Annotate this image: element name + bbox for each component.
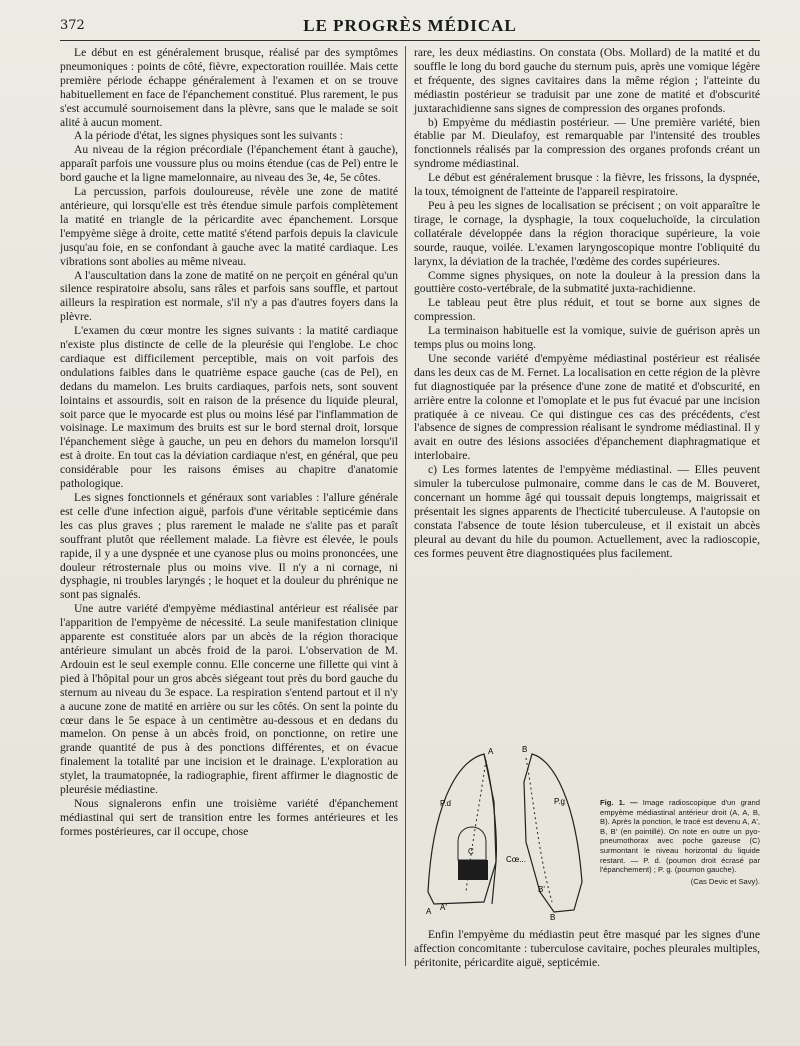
paragraph: Le début est généralement brusque : la fièvre, les frissons, la dyspnée, la toux, témoignent de l'atteinte de l'appareil respiratoire.	[414, 171, 760, 199]
paragraph: Comme signes physiques, on note la douleur à la pression dans la gouttière costo-vertébrale, de la submatité juxta-rachidienne.	[414, 268, 760, 296]
column-divider	[405, 46, 406, 966]
label-a-prime: A'	[440, 903, 447, 912]
caption-text: Image radioscopique d'un grand empyème médiastinal antérieur droit (A, A, B, B). Après la ponction, le tracé est devenu A, A', B, B' (en pointillé). On note en outre un pyo-pneumothorax avec poche gazeuse (C) surmontant le niveau horizontal du liquide restant. — P. d. (poumon droit écrasé par l'épanchement) ; P. g. (poumon gauche).	[600, 798, 760, 875]
paragraph: Peu à peu les signes de localisation se précisent ; on voit apparaître le tirage, le cornage, la dysphagie, la toux coqueluchoïde, la circulation collatérale développée dans la région thoracique supérieure, la voie sourde, rauque, voilée. L'examen laryngoscopique montre l'obliquité du larynx, la déviation de la trachée, l'œdème des cordes supérieures.	[414, 198, 760, 268]
mediastinal-dotted-line	[526, 758, 552, 902]
paragraph: A l'auscultation dans la zone de matité on ne perçoit en général qu'un silence respiratoire absolu, sans râles et parfois sans souffle, et partout ailleurs la respiration est normale, s'il n'y a pas d'autres foyers dans la plèvre.	[60, 268, 398, 324]
paragraph: L'examen du cœur montre les signes suivants : la matité cardiaque n'existe plus distincte de celle de la pleurésie qui l'englobe. Le choc cardiaque est difficilement perceptible, mais on voit parfois des ondulations faibles dans le quatrième espace gauche (cas de Pel), en dedans du mamelon. Les bruits cardiaques, parfois nets, sont souvent lointains et assourdis, soit en raison de la présence du liquide pleural, soit parce que le myocarde est plus ou moins lésé par l'inflammation de voisinage. Le maximum des bruits est sur le bord sternal droit, lorsque l'épanchement siège à gauche, un peu en dehors du mamelon lorsqu'il est à droite. En tout cas la déviation cardiaque n'est, en général, que peu considérable pour les raisons émises au chapitre d'anatomie pathologique.	[60, 324, 398, 491]
figure-caption	[600, 798, 760, 886]
label-b-bottom: B	[550, 913, 556, 922]
label-pg: P.g	[554, 797, 565, 806]
label-b-prime: B'	[538, 885, 545, 894]
journal-title: LE PROGRÈS MÉDICAL	[303, 16, 517, 35]
caption-credit: (Cas Devic et Savy).	[690, 876, 760, 886]
left-lung-outline	[524, 754, 582, 912]
radioscopy-drawing	[414, 742, 599, 924]
paragraph: b) Empyème du médiastin postérieur. — Une première variété, bien établie par M. Dieulafoy, est remarquable par l'intensité des troubles fonctionnels réalisés par la compression des organes profonds créant un syndrome médiastinal.	[414, 115, 760, 171]
page-header	[60, 14, 760, 40]
label-coeur: Cœ...	[506, 855, 526, 864]
page-number: 372	[60, 18, 85, 33]
paragraph: Le tableau peut être plus réduit, et tout se borne aux signes de compression.	[414, 296, 760, 324]
left-column	[60, 46, 398, 839]
label-c: C	[468, 847, 474, 856]
paragraph: Nous signalerons enfin une troisième variété d'épanchement médiastinal qui sert de transition entre les formes antérieures et les formes postérieures, car il occupe, chose	[60, 796, 398, 838]
label-b-top: B	[522, 745, 528, 754]
paragraph: Au niveau de la région précordiale (l'épanchement étant à gauche), apparaît parfois une voussure plus ou moins étendue (cas de Pel) entre le bord gauche et la ligne mamelonnaire, au niveau des 3e, 4e, 5e côtes.	[60, 143, 398, 185]
paragraph: La percussion, parfois douloureuse, révèle une zone de matité antérieure, qui lorsqu'elle est très étendue simule parfois complètement la matité en triangle de la péricardite avec épanchement. Lorsque l'empyème siège à droite, cette matité s'étend parfois depuis la clavicule jusqu'au foie, en se confondant à gauche avec la matité cardiaque. Les vibrations sont abolies au même niveau.	[60, 185, 398, 268]
paragraph: Les signes fonctionnels et généraux sont variables : l'allure générale est celle d'une infection aiguë, parfois d'une véritable septicémie dans les cas plus graves ; plus rarement le malade ne s'alite pas et paraît souffrant plutôt que réellement malade. La fièvre est élevée, le pouls rapide, il y a une dyspnée et une cyanose plus ou moins prononcées, une douleur rétrosternale plus ou moins vive. Il n'y a ni cornage, ni dysphagie, ni troubles laryngés ; le hoquet et la douleur du phrénique ne sont pas signalés.	[60, 491, 398, 602]
right-lung-outline	[428, 754, 496, 904]
header-rule	[60, 40, 760, 41]
paragraph: c) Les formes latentes de l'empyème médiastinal. — Elles peuvent simuler la tuberculose pulmonaire, comme dans le cas de M. Bouveret, concernant un homme âgé qui toussait depuis longtemps, maigrissait et présentait les signes apparents de l'hecticité tuberculeuse. A l'autopsie on constata l'absence de toute lésion tuberculeuse, et il existait un abcès pleural au devant du hile du poumon. Actuellement, avec la radioscopie, ces formes peuvent être diagnostiquées plus facilement.	[414, 463, 760, 560]
figure-radioscopy	[414, 736, 760, 926]
fluid-level	[458, 860, 488, 880]
paragraph: rare, les deux médiastins. On constata (Obs. Mollard) de la matité et du souffle le long du bord gauche du sternum puis, après une vomique légère et fréquente, des signes cavitaires dans la même région ; l'atteinte du médiastin postérieur se traduisit par une zone de matité et d'obscurité juxtarachidienne sans signes de compression des organes profonds.	[414, 46, 760, 115]
caption-label: Fig. 1. —	[600, 798, 638, 807]
closing-paragraphs	[414, 928, 760, 970]
paragraph: Le début en est généralement brusque, réalisé par des symptômes pneumoniques : points de côté, fièvre, expectoration rouillée. Mais cette première période échappe généralement à l'examen et on se trouve habituellement en face de l'épanchement constitué. Plus rarement, le pus s'est accumulé sournoisement dans la plèvre, sans que le malade se soit alité à aucun moment.	[60, 46, 398, 129]
label-a-top: A	[488, 747, 494, 756]
paragraph: A la période d'état, les signes physiques sont les suivants :	[74, 129, 344, 143]
paragraph: La terminaison habituelle est la vomique, suivie de guérison après un temps plus ou moins long.	[414, 324, 760, 352]
label-a-bottom: A	[426, 907, 432, 916]
right-column	[414, 46, 760, 561]
label-pd: P.d	[440, 799, 451, 808]
paragraph: Une seconde variété d'empyème médiastinal postérieur est réalisée dans les deux cas de M. Fernet. La localisation en cette région de la plèvre fut diagnostiquée par la présence d'une zone de matité et d'obscurité, en arrière entre la colonne et l'omoplate et le pus fut évacué par une incision pratiquée à ce niveau. Ce qui distingue ces cas des précédents, c'est l'absence de signes de compression réalisant le syndrome médiastinal. Il y avait en outre des lésions associées d'épanchement diaphragmatique et interlobaire.	[414, 351, 760, 463]
paragraph: Enfin l'empyème du médiastin peut être masqué par les signes d'une affection concomitante : tuberculose cavitaire, poches pleurales multiples, péritonite, péricardite aiguë, septicémie.	[414, 928, 760, 969]
paragraph: Une autre variété d'empyème médiastinal antérieur est réalisée par l'apparition de l'empyème de nécessité. La seule manifestation clinique apparente est constituée alors par un abcès de la région thoracique antérieure simulant un abcès froid de la paroi. L'observation de M. Ardouin est le seul exemple connu. Elle concerne une fillette qui vint à pied à l'hôpital pour un gros abcès siégeant tout près du bord gauche du sternum au niveau du 3e espace. La respiration s'entend partout et il n'y a aucune zone de matité en arrière ou sur les côtés. On sent la pointe du cœur dans le 5e espace à un centimètre au-dessous et en dedans du mamelon. On pense à un abcès froid, on ponctionne, on retire une grande quantité de pus à des ponctions différentes, et on évacue finalement la totalité par une incision et le drainage. L'exploration au stylet, la traumatopnée, la radiographie, firent affirmer le diagnostic de pleurésie médiastine.	[60, 602, 398, 797]
